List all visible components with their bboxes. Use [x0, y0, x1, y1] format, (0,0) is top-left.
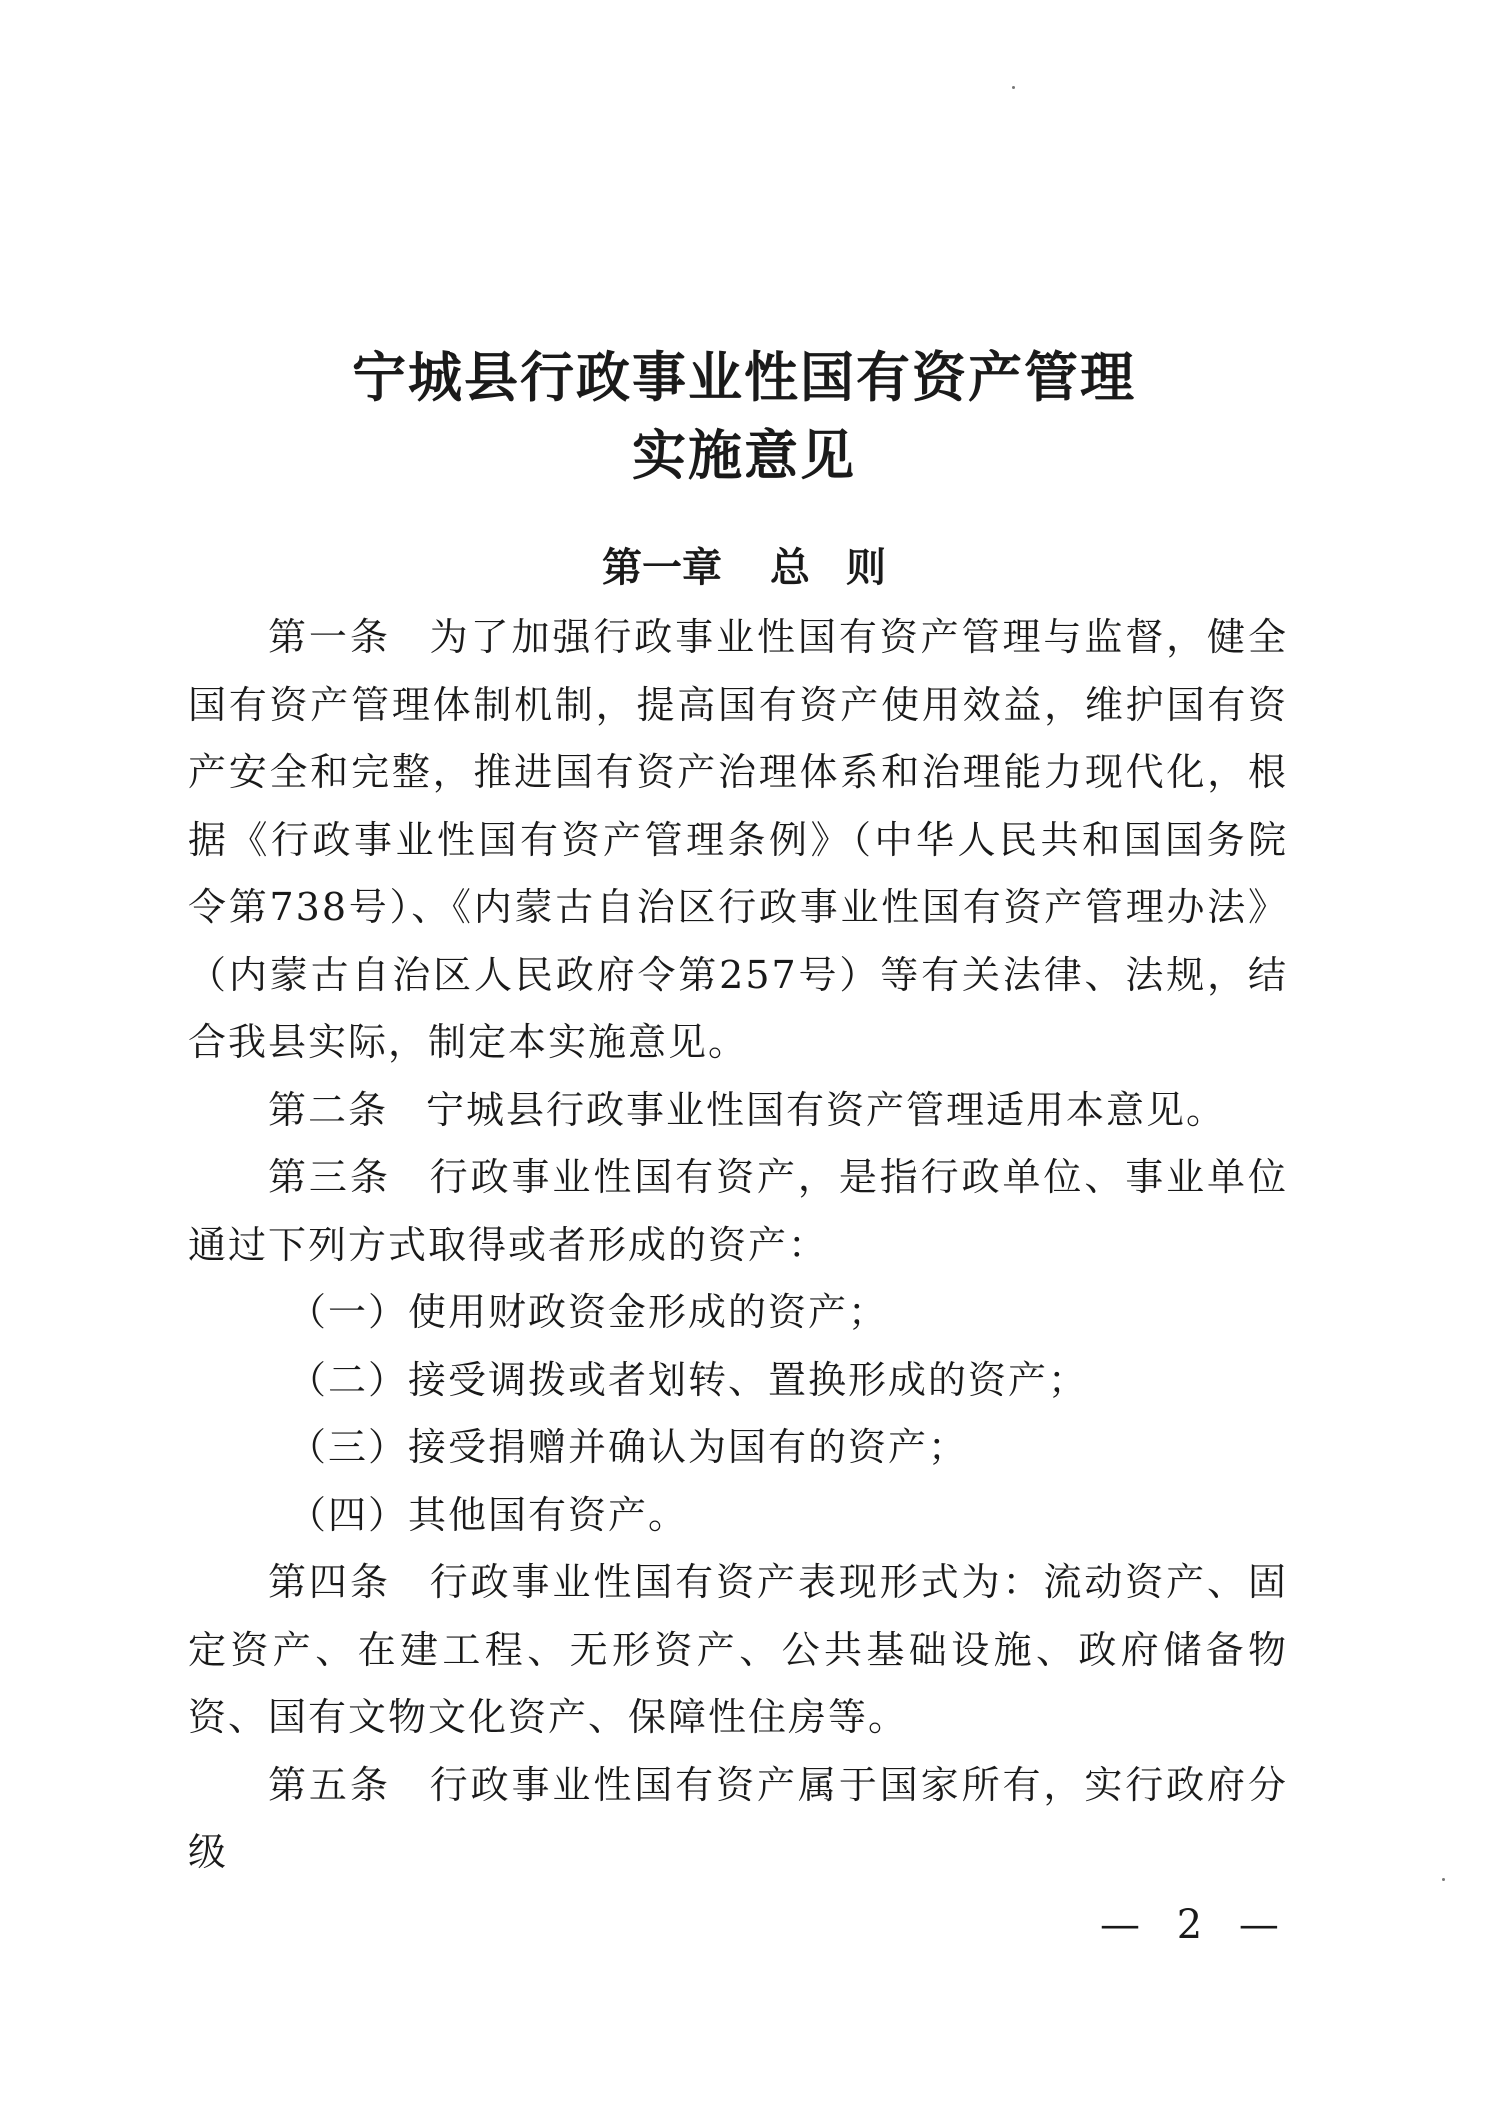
scan-speck — [1012, 86, 1015, 89]
article-5 — [188, 1752, 1288, 1887]
article-4 — [188, 1549, 1288, 1752]
article-text: 行政事业性国有资产属于国家所有，实行政府分级 — [188, 1762, 1288, 1874]
article-1 — [188, 604, 1288, 1077]
list-item: （一）使用财政资金形成的资产； — [288, 1290, 889, 1334]
chapter-number: 第一章 — [602, 544, 722, 591]
chapter-title-a: 总 — [770, 544, 810, 591]
article-label: 第四条 — [268, 1560, 391, 1604]
article-label: 第三条 — [268, 1155, 391, 1199]
article-text: 宁城县行政事业性国有资产管理适用本意见。 — [426, 1087, 1227, 1132]
article-label: 第一条 — [268, 615, 391, 659]
list-item: （三）接受捐赠并确认为国有的资产； — [288, 1425, 969, 1469]
document-title-line-1: 宁城县行政事业性国有资产管理 — [352, 345, 1136, 409]
article-text: 为了加强行政事业性国有资产管理与监督，健全国有资产管理体制机制，提高国有资产使用效益，维护国有资产安全和完整，推进国有资产治理体系和治理能力现代化，根据《行政事业性国有资产管理条例》（中华人民共和国国务院令第738号）、《内蒙古自治区行政事业性国有资产管理办法》（内蒙古自治区人民政府令第257号）等有关法律、法规，结合我县实际，制定本实施意见。 — [188, 615, 1288, 1064]
chapter-heading — [0, 544, 1488, 591]
article-text: 行政事业性国有资产，是指行政单位、事业单位通过下列方式取得或者形成的资产： — [188, 1155, 1288, 1267]
chapter-title-b: 则 — [846, 544, 886, 591]
list-item: （二）接受调拨或者划转、置换形成的资产； — [288, 1357, 1089, 1402]
page-number: — 2 — — [1100, 1902, 1291, 1948]
article-text: 行政事业性国有资产表现形式为：流动资产、固定资产、在建工程、无形资产、公共基础设施、政府储备物资、国有文物文化资产、保障性住房等。 — [188, 1560, 1288, 1739]
article-label: 第五条 — [268, 1762, 391, 1807]
article-3 — [188, 1144, 1288, 1279]
article-label: 第二条 — [268, 1087, 389, 1132]
document-body — [188, 604, 1288, 1887]
document-title-line-2: 实施意见 — [632, 423, 856, 487]
scan-speck — [1442, 1878, 1445, 1881]
article-2 — [188, 1077, 1288, 1145]
list-item: （四）其他国有资产。 — [288, 1492, 689, 1537]
